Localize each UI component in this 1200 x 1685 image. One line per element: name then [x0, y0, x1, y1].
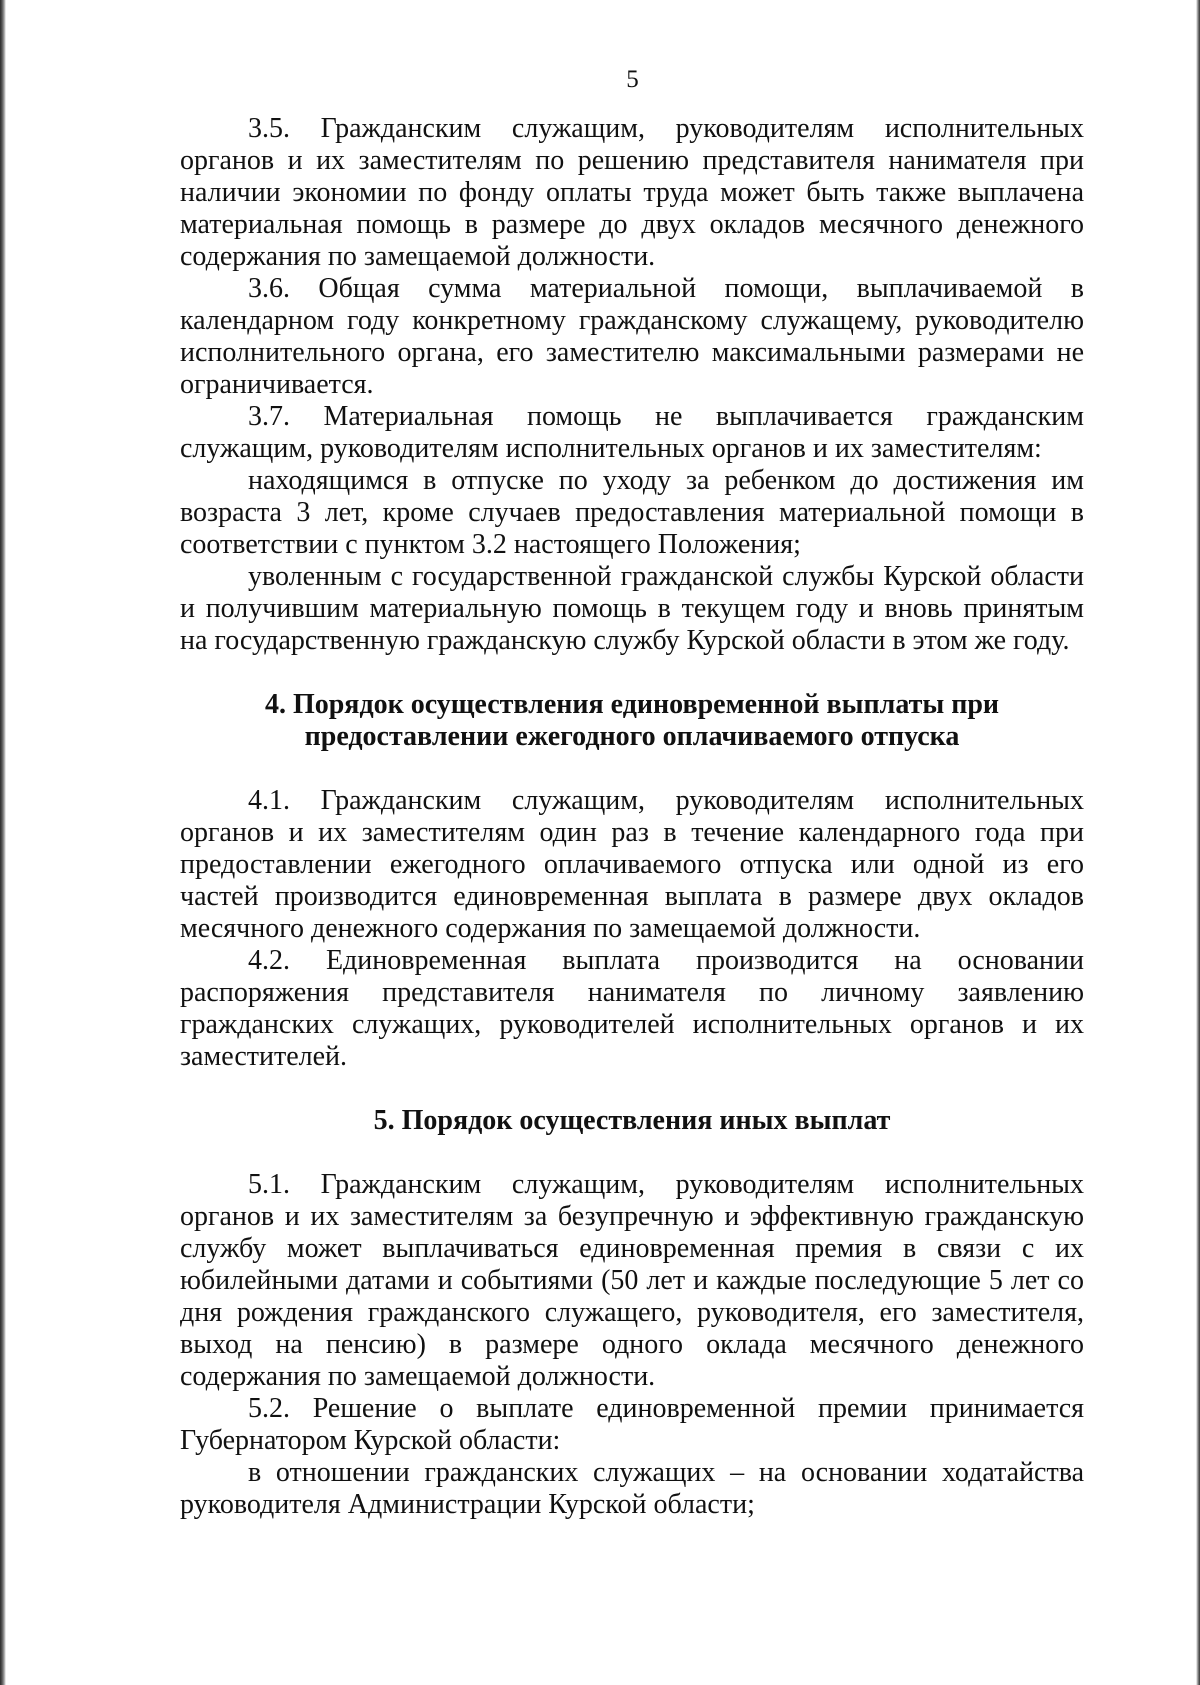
paragraph-5-1: 5.1. Гражданским служащим, руководителям исполнительных органов и их заместителям за безупречную и эффективную гражданскую службу может выплачиваться единовременная премия в связи с их юбилейными датами и событиями (50 лет и каждые последующие 5 лет со дня рождения гражданского служащего, руководителя, его заместителя, выход на пенсию) в размере одного оклада месячного денежного содержания по замещаемой должности. [180, 1169, 1084, 1392]
section-4-heading-line-1: 4. Порядок осуществления единовременной выплаты при [264, 689, 1000, 720]
section-4-heading-line-2: предоставлении ежегодного оплачиваемого отпуска [304, 721, 960, 752]
paragraph-3-7-item-2: уволенным с государственной гражданской службы Курской области и получившим материальную помощь в текущем году и вновь принятым на государственную гражданскую службу Курской области в этом же году. [180, 561, 1084, 656]
paragraph-3-5: 3.5. Гражданским служащим, руководителям исполнительных органов и их заместителям по решению представителя нанимателя при наличии экономии по фонду оплаты труда может быть также выплачена материальная помощь в размере до двух окладов месячного денежного содержания по замещаемой должности. [180, 113, 1084, 272]
section-4-heading [180, 689, 1084, 753]
paragraph-5-2-item-1: в отношении гражданских служащих – на основании ходатайства руководителя Администрации Курской области; [180, 1457, 1084, 1520]
paragraph-3-7: 3.7. Материальная помощь не выплачивается гражданским служащим, руководителям исполнительных органов и их заместителям: [180, 401, 1084, 464]
document-body [180, 113, 1084, 1521]
paragraph-3-7-item-1: находящимся в отпуске по уходу за ребенком до достижения им возраста 3 лет, кроме случаев предоставления материальной помощи в соответствии с пунктом 3.2 настоящего Положения; [180, 465, 1084, 560]
paragraph-4-1: 4.1. Гражданским служащим, руководителям исполнительных органов и их заместителям один раз в течение календарного года при предоставлении ежегодного оплачиваемого отпуска или одной из его частей производится единовременная выплата в размере двух окладов месячного денежного содержания по замещаемой должности. [180, 785, 1084, 944]
paragraph-3-6: 3.6. Общая сумма материальной помощи, выплачиваемой в календарном году конкретному гражданскому служащему, руководителю исполнительного органа, его заместителю максимальными размерами не ограничивается. [180, 273, 1084, 400]
section-5-heading: 5. Порядок осуществления иных выплат [373, 1105, 891, 1136]
scan-edge-left [0, 0, 6, 1685]
paragraph-5-2: 5.2. Решение о выплате единовременной премии принимается Губернатором Курской области: [180, 1393, 1084, 1456]
paragraph-4-2: 4.2. Единовременная выплата производится на основании распоряжения представителя нанимателя по личному заявлению гражданских служащих, руководителей исполнительных органов и их заместителей. [180, 945, 1084, 1072]
scan-edge-right [1196, 0, 1200, 1685]
page-number: 5 [626, 66, 639, 93]
